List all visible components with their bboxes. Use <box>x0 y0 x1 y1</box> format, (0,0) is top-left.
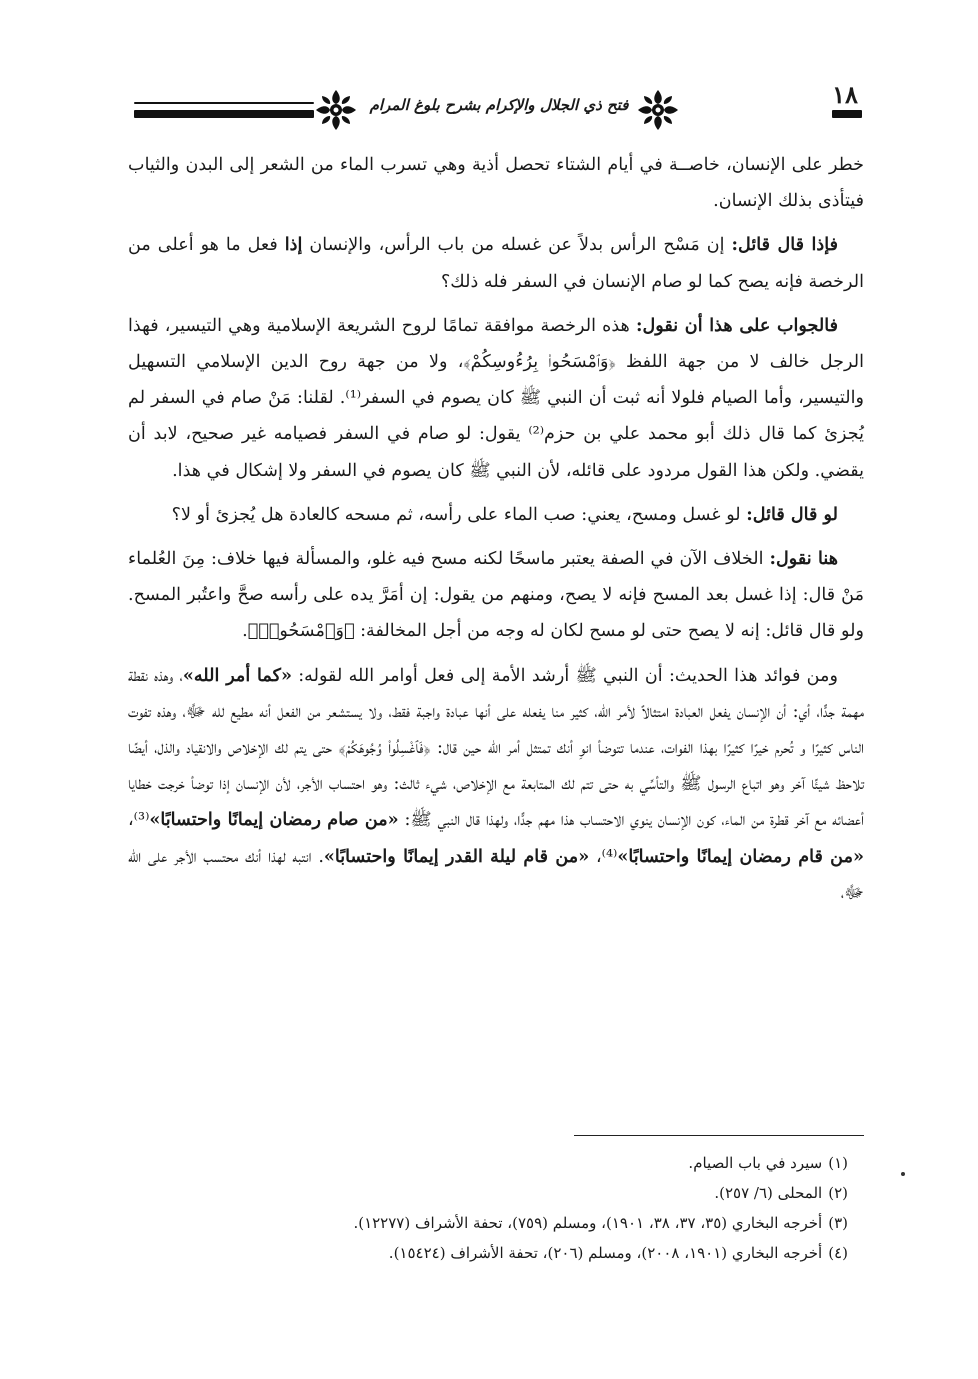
bold-text-run: فالجواب على هذا أن نقول: <box>635 314 839 336</box>
header-rule-thin <box>134 102 314 104</box>
text-run: ⁽⁴⁾، <box>589 846 618 867</box>
scan-mark <box>901 1172 905 1176</box>
text-run: لو غسل ومسح، يعني: صب الماء على رأسه، ثم مسحه كالعادة هل يُجزئ أو لا؟ <box>171 504 747 525</box>
paragraph <box>128 658 864 911</box>
bold-text-run: «من قام ليلة القدر إيمانًا واحتسابًا» <box>323 845 590 867</box>
page-header <box>128 82 864 138</box>
text-run: . انتبه لهذا أنك محتسب الأجر على الله ﷻ، <box>128 846 864 903</box>
footnote-text: سيرد في باب الصيام. <box>688 1154 823 1172</box>
bold-text-run: هنا نقول: <box>769 548 838 570</box>
footnote <box>128 1148 848 1178</box>
text-run: فعل ما هو أعلى من الرخصة فإنه يصح كما لو صام الإنسان في السفر فله ذلك؟ <box>128 235 864 292</box>
paragraph <box>128 147 864 219</box>
text-run: الخلاف الآن في الصفة يعتبر ماسحًا لكنه مسح فيه غلو، والمسألة فيها خلاف: مِنَ العُلماء مَنْ قال: إذا غسل بعد المسح فإنه لا يصح، ومنهم من يقول: إن أمَرَّ يده على رأسه صحَّ واعتُبر المسح. ولو قال قائل: إنه لا يصح حتى لو مسح لكان له وجه من أجل المخالفة: ﴿وَٱمْسَحُوا۟﴾. <box>128 549 864 642</box>
footnote-number: (١) <box>828 1154 848 1172</box>
floral-ornament-icon <box>636 86 680 134</box>
text-run: خطر على الإنسان، خاصــة في أيام الشتاء تحصل أذية وهي تسرب الماء من الشعر إلى البدن والثياب فيتأذى بذلك الإنسان. <box>128 155 864 212</box>
footnote-separator <box>574 1135 864 1136</box>
paragraph <box>128 497 864 533</box>
bold-text-run: «كما أمر الله» <box>182 664 292 686</box>
paragraph <box>128 227 864 299</box>
footnote-text: أخرجه البخاري (١٩٠١، ٢٠٠٨)، ومسلم (٢٠٦)، تحفة الأشراف (١٥٤٢٤). <box>388 1244 823 1262</box>
footnote-number: (٤) <box>828 1244 848 1262</box>
text-run: ⁽³⁾، <box>128 810 150 831</box>
footnote-text: أخرجه البخاري (٣٥، ٣٧، ٣٨، ١٩٠١)، ومسلم (٧٥٩)، تحفة الأشراف (١٢٢٧٧). <box>353 1214 823 1232</box>
paragraph <box>128 541 864 650</box>
bold-text-run: لو قال قائل: <box>746 503 838 525</box>
floral-ornament-icon <box>314 86 358 134</box>
footnotes <box>128 1148 848 1268</box>
bold-text-run: فإذا قال قائل: <box>731 234 838 256</box>
text-run: إن مَسْح الرأس بدلاً عن غسله من باب الرأس، والإنسان <box>302 235 732 256</box>
footnote <box>128 1238 848 1268</box>
bold-text-run: «من قام رمضان إيمانًا واحتسابًا» <box>617 845 864 867</box>
footnote-text: المحلى (٦/ ٢٥٧). <box>714 1184 823 1202</box>
text-run: هذه الرخصة موافقة تمامًا لروح الشريعة الإسلامية وهي التيسير، فهذا الرجل خالف لا من جهة اللفظ ﴿وَٱمْسَحُوا۟ بِرُءُوسِكُمْ﴾، ولا من جهة روح الدين الإسلامي التسهيل والتيسير، وأما الصيام فلولا أنه ثبت أن النبي ﷺ كان يصوم في السفر⁽¹⁾. لقلنا: مَنْ صام في السفر لم يُجزئ كما قال ذلك أبو محمد علي بن حزم⁽²⁾ يقول: لو صام في السفر فصيامه غير صحيح، لابد أن يقضي. ولكن هذا القول مردود على قائله، لأن النبي ﷺ كان يصوم في السفر ولا إشكال في هذا. <box>128 315 864 481</box>
text-run: ومن فوائد هذا الحديث: أن النبي ﷺ أرشد الأمة إلى فعل أوامر الله لقوله: <box>291 665 838 686</box>
bold-text-run: إذا <box>284 234 303 256</box>
footnote <box>128 1208 848 1238</box>
page-number: ١٨ <box>832 80 858 109</box>
header-rule-right <box>832 110 862 118</box>
book-title: فتح ذي الجلال والإكرام بشرح بلوغ المرام <box>369 96 629 114</box>
main-text <box>128 147 864 911</box>
bold-text-run: «من صام رمضان إيمانًا واحتسابًا» <box>149 809 399 831</box>
footnote-number: (٣) <box>828 1214 848 1232</box>
header-rule-left <box>134 110 314 118</box>
text-run: ، وهذه نقطة مهمة جدًّا، أي: أن الإنسان يفعل العبادة امتثالاً لأمر الله، كثير منا يفعله على أنها عبادة واجبة فقط، ولا يستشعر من الفعل أنه مطيع لله ﷻ، وهذه تفوت الناس كثيرًا و تُحرم خيرًا كثيرًا بهذا الفوات، عندما تتوضأ انوِ أنك تمتثل أمر الله حين قال: ﴿فَٱغْسِلُوا۟ وُجُوهَكُمْ﴾ حتى يتم لك الإخلاص والانقياد والذل، أيضًا تلاحظ شيئًا آخر وهو اتباع الرسول ﷺ والتأسِّي به حتى تتم لك المتابعة مع الإخلاص، شيء ثالث: وهو احتساب الأجر، لأن الإنسان إذا توضأ خرجت خطايا أعضائه مع آخر قطرة من الماء، كون الإنسان ينوي الاحتساب هذا مهم جدًّا، ولهذا قال النبي ﷺ: <box>128 665 864 831</box>
paragraph <box>128 308 864 489</box>
footnote <box>128 1178 848 1208</box>
footnote-number: (٢) <box>828 1184 848 1202</box>
